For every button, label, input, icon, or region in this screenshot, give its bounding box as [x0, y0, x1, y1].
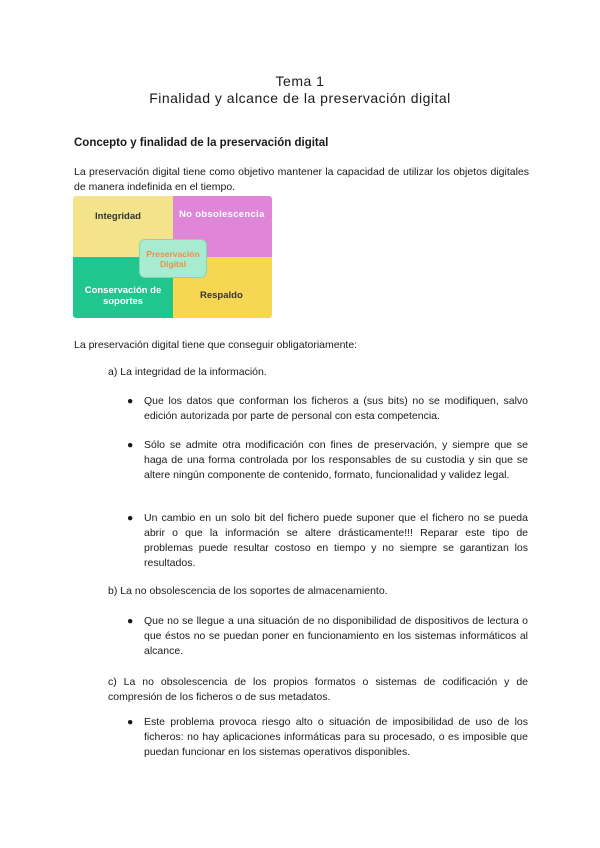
list-item: [127, 438, 528, 483]
bullet-icon: ●: [127, 439, 134, 451]
section-heading: Concepto y finalidad de la preservación digital: [74, 137, 329, 149]
bullet-list-a2: [127, 438, 528, 483]
bullet-text: Este problema provoca riesgo alto o situación de imposibilidad de uso de los ficheros: no hay aplicaciones informáticas para su procesado, o es imposible que puedan funcionar en los sistemas operativos disponibles.: [144, 716, 528, 758]
lead-paragraph: La preservación digital tiene que conseguir obligatoriamente:: [74, 339, 358, 351]
bullet-icon: ●: [127, 395, 134, 407]
quadrant-respaldo-label: Respaldo: [200, 290, 243, 301]
list-item: [127, 511, 528, 571]
bullet-icon: ●: [127, 512, 134, 524]
bullet-icon: ●: [127, 716, 134, 728]
intro-paragraph: La preservación digital tiene como objetivo mantener la capacidad de utilizar los objetos digitales de manera indefinida en el tiempo.: [74, 166, 529, 193]
doc-title-line1: Tema 1: [275, 73, 325, 89]
bullet-icon: ●: [127, 615, 134, 627]
quadrant-integridad-label: Integridad: [95, 211, 141, 222]
bullet-text: Sólo se admite otra modificación con fines de preservación, y siempre que se haga de una forma controlada por los responsables de su custodia y sin que se altere ningún componente de contenido, formato, funcionalidad y validez legal.: [144, 439, 528, 481]
bullet-text: Que los datos que conforman los ficheros a (sus bits) no se modifiquen, salvo edición autorizada por parte de personal con esta competencia.: [144, 395, 528, 422]
item-a-label: a) La integridad de la información.: [108, 366, 267, 378]
center-label-line1: Preservación: [146, 248, 200, 259]
center-label-line2: Digital: [160, 258, 186, 269]
bullet-text: Que no se llegue a una situación de no disponibilidad de dispositivos de lectura o que éstos no se puedan poner en funcionamiento en los sistemas informáticos al alcance.: [144, 615, 528, 657]
bullet-list-a3: [127, 511, 528, 571]
list-item: [127, 614, 528, 659]
item-c-label: c) La no obsolescencia de los propios formatos o sistemas de codificación y de compresión de los ficheros o de sus metadatos.: [108, 676, 528, 703]
list-item: [127, 715, 528, 760]
bullet-list-a1: [127, 394, 528, 424]
quadrant-no-obsolescencia-label: No obsolescencia: [179, 209, 265, 220]
bullet-list-b1: [127, 614, 528, 659]
quadrant-conservacion-label: Conservación de soportes: [84, 285, 162, 307]
preservation-diagram: [73, 196, 272, 318]
list-item: [127, 394, 528, 424]
center-preservacion-digital: [139, 239, 207, 278]
doc-title-line2: Finalidad y alcance de la preservación digital: [149, 90, 451, 106]
bullet-text: Un cambio en un solo bit del fichero puede suponer que el fichero no se pueda abrir o que la información se altere drásticamente!!! Reparar este tipo de problemas puede resultar costoso en tiempo y no siempre se garantizan los resultados.: [144, 512, 528, 569]
item-b-label: b) La no obsolescencia de los soportes de almacenamiento.: [108, 585, 388, 597]
bullet-list-c1: [127, 715, 528, 760]
